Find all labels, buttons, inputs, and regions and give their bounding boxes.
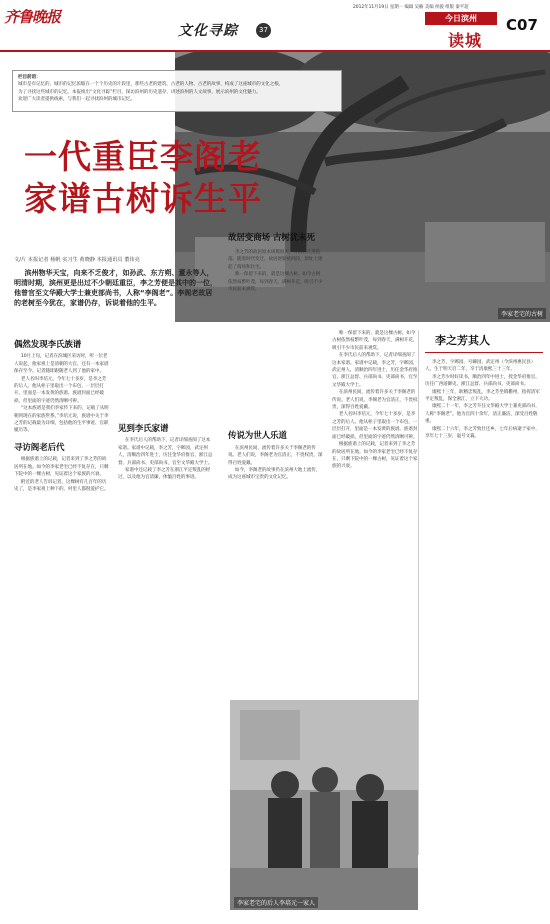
body-paragraph: 李之芳的故居原本规模很大，有前后几进院落。随着时代变迁，故居逐渐被拆除，原址上建起了商场和住宅。 (228, 250, 323, 270)
section-tag (425, 12, 497, 25)
sidebar-paragraph: 康熙十三年，耿精忠叛乱，李之芳坐镇衢州，指挥清军平定叛乱，保全浙江，立下大功。 (425, 389, 540, 403)
page-code: C07 (506, 16, 538, 34)
body-paragraph: 附近的老人告诉记者，这棵树有几百年的历史了，是李家祖上种下的，村里人都很爱护它。 (14, 479, 109, 492)
article-column-1 (14, 336, 110, 918)
body-paragraph: 唯一保留下来的，就是这棵古树。如今古树依然枝繁叶茂，每到春天，满树开花，吸引不少市民前来观赏。 (228, 272, 323, 293)
body-paragraph: 在李氏后人的帮助下，记者详细查阅了这本家谱。家谱中记载，李之芳，字邺园，武定州人，清顺治四年进士，历任金华府推官、浙江总督、兵部尚书、吏部尚书，官至文华殿大学士。 (118, 438, 213, 466)
newspaper-logo: 齐鲁晚报 (4, 8, 61, 26)
section-heading: 寻访阁老后代 (14, 442, 65, 453)
sidebar-paragraph: 康熙二十六年，李之芳致仕还乡，七年后病逝于家中，享年七十三岁，谥号文襄。 (425, 426, 540, 440)
intro-paragraph: 欢迎广大读者提供线索，与我们一起寻找滨州的城市记忆。 (18, 97, 135, 103)
section-heading: 见到李氏家谱 (118, 424, 169, 434)
intro-paragraph: 城市是有记忆的，城市的记忆浓缩在一个个历史的片段里，那些古老的建筑、古老的人物、古老的故事，构成了这座城市的文化之根。 (18, 82, 284, 88)
column-intro-box (12, 70, 342, 112)
sidebar-paragraph: 李之芳，字邺园，号棘园，武定州（今滨州惠民县）人，生于明天启二年，卒于清康熙三十三年。 (425, 360, 536, 373)
article-column-2 (118, 336, 213, 856)
family-photo (230, 700, 418, 910)
sidebar-title: 李之芳其人 (425, 330, 543, 353)
body-paragraph: 根据族谱上的记载，记者来到了李之芳的故居所在地。如今的李家老宅已经不复存在，只剩下院中的一棵古树，见证着这个家族的兴衰。 (14, 457, 109, 478)
masthead (0, 0, 550, 52)
intro-paragraph: 为了寻找这些城市的记忆，本报推出“文化寻踪”栏目，探访滨州的历史遗存，讲述滨州的人文故事，展示滨州的文化魅力。 (18, 89, 261, 95)
section-heading: 故居变商场 古树犹未死 (228, 233, 315, 243)
byline: 文/片 本报记者 杨帆 实习生 黄晓静 本报通讯员 董伟亮 (14, 257, 140, 263)
body-paragraph: 唯一保留下来的，就是这棵古树。如今古树依然枝繁叶茂，每到春天，满树开花，吸引不少市民前来观赏。 (332, 331, 418, 351)
body-paragraph: “这本族谱是我们李家传下来的，记载了从明朝到现在的家族世系。”李培元说，族谱中关于李之芳的记载最为详细，包括他的生平事迹、官职履历等。 (14, 406, 109, 434)
edition-name: 读城 (448, 31, 483, 50)
sidebar-paragraph: 李之芳少时好读书，顺治四年中进士，授金华府推官，历任广西道御史、浙江总督、兵部尚书、吏部尚书。 (425, 374, 540, 388)
headline-line-2: 家谱古树诉生平 (24, 179, 262, 218)
lead-paragraph (14, 268, 219, 326)
top-photo-caption: 李家老宅的古树 (498, 308, 546, 319)
section-heading: 偶然发现李氏族谱 (14, 340, 82, 350)
family-illustration (230, 700, 418, 910)
body-paragraph: 在李氏后人的帮助下，记者详细查阅了这本家谱。家谱中记载，李之芳，字邺园，武定州人，清顺治四年进士，历任金华府推官、浙江总督、兵部尚书、吏部尚书，官至文华殿大学士。 (332, 353, 418, 388)
column-name: 文化寻踪 (178, 23, 238, 39)
headline-line-1: 一代重臣李阁老 (24, 137, 262, 176)
body-paragraph: 根据族谱上的记载，记者来到了李之芳的故居所在地。如今的李家老宅已经不复存在，只剩下院中的一棵古树，见证着这个家族的兴衰。 (332, 442, 418, 470)
section-tag-label: 今日滨州 (445, 14, 477, 23)
body-paragraph: 老人名叫李培元，今年七十多岁，是李之芳的后人。他从柜子里取出一个布包，一层层打开，里面是一本发黄的族谱。族谱封面已经破损，但里面的字迹仍然清晰可辨。 (332, 412, 418, 440)
body-paragraph: 家谱中还记载了李之芳在浙江平定叛乱的经过，以及他为官清廉、体恤百姓的事迹。 (118, 468, 211, 481)
intro-label: 栏目前语： (18, 75, 41, 80)
sidebar-box (425, 330, 543, 920)
date-line: 2012年11月19日 星期一 编辑 吴楠 美编 侯骏 组版 秦平超 (353, 5, 469, 10)
body-paragraph: 在滨州民间，流传着许多关于李阁老的传说。老人们说，李阁老为官清正，不畏权贵，深得百姓爱戴。 (228, 445, 323, 466)
body-paragraph: 老人名叫李培元，今年七十多岁，是李之芳的后人。他从柜子里取出一个布包，一层层打开，里面是一本发黄的族谱。族谱封面已经破损，但里面的字迹仍然清晰可辨。 (14, 376, 107, 404)
body-paragraph: 在滨州民间，流传着许多关于李阁老的传说。老人们说，李阁老为官清正，不畏权贵，深得百姓爱戴。 (332, 390, 418, 411)
body-paragraph: 如今，李阁老的故事仍在滨州大地上流传，成为这座城市宝贵的文化记忆。 (228, 468, 321, 481)
body-paragraph: 10月上旬，记者在滨城区采访时，听一位老人说起，他家祖上是清朝的大官，还有一本家谱保存至今。记者随即跟随老人到了他的家中。 (14, 354, 109, 375)
headline (24, 136, 284, 220)
sidebar-paragraph: 康熙二十一年，李之芳升任文华殿大学士兼吏部尚书，人称“李阁老”。他为官四十余年，清正廉洁，深受百姓敬重。 (425, 404, 540, 425)
family-photo-caption: 李家老宅的后人李培元一家人 (234, 897, 318, 908)
section-heading: 传说为世人乐道 (228, 431, 287, 442)
column-number-badge: 37 (256, 23, 271, 38)
sidebar-body (425, 359, 543, 440)
lead-text: 滨州物华天宝，向来不乏俊才，如孙武、东方朔、董永等人，明清时期，滨州更是出过不少朝廷重臣，李之芳便是其中的一位，他曾官至文华殿大学士兼吏部尚书，人称“李阁老”。李阁老故居的老树至今犹在，家谱仍存，诉说着他的生平。 (14, 269, 217, 307)
